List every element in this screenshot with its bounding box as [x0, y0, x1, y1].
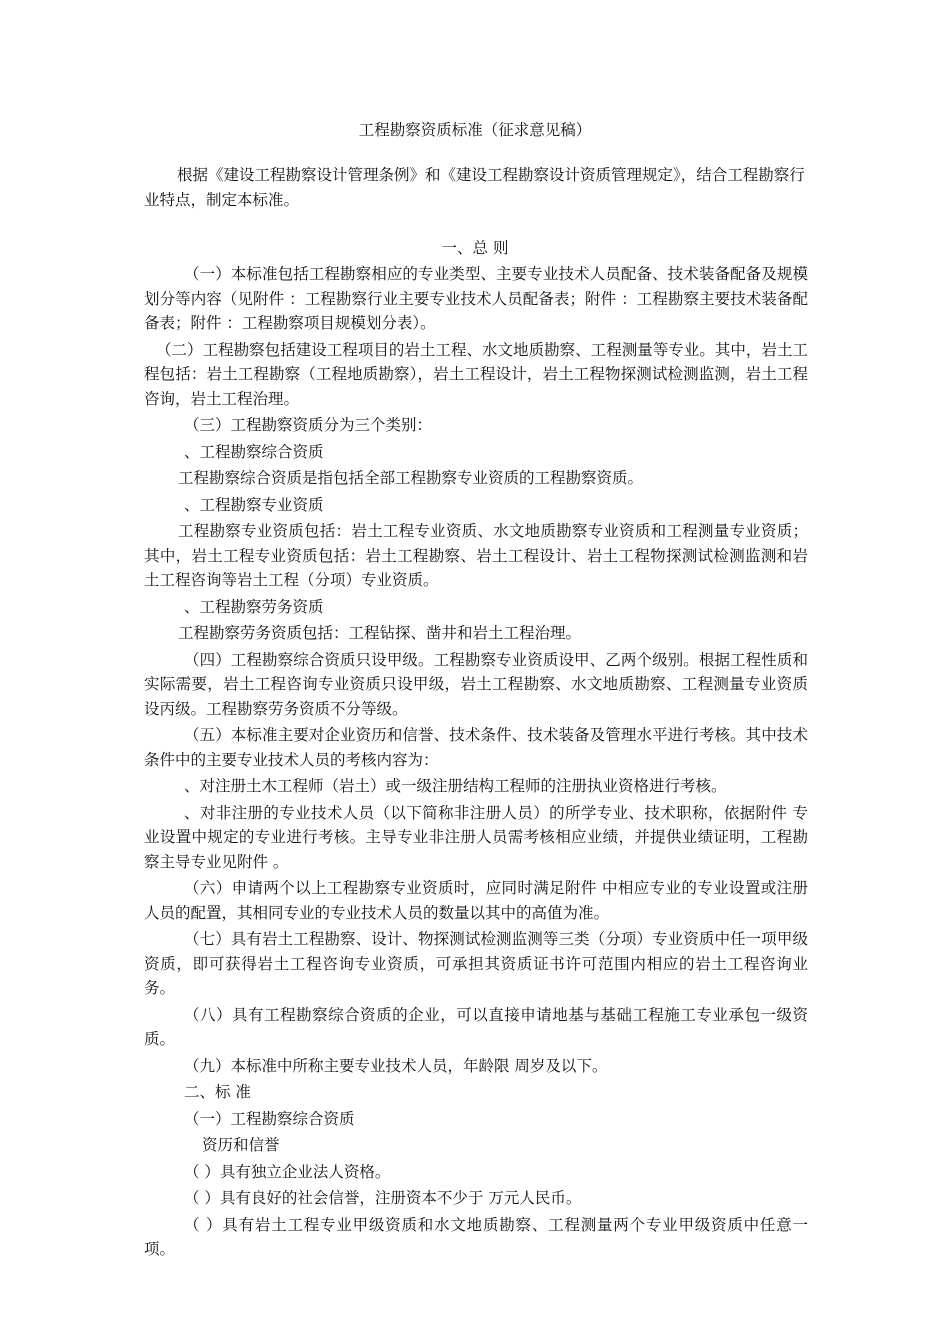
list-item-comprehensive: 、工程勘察综合资质 — [184, 442, 324, 461]
paragraph-grades: （四）工程勘察综合资质只设甲级。工程勘察专业资质设甲、乙两个级别。根据工程性质和实际需要，岩土工程咨询专业资质只设甲级，岩土工程勘察、水文地质勘察、工程测量专业资质设丙级。工程勘察劳务资质不分等级。 — [144, 650, 808, 718]
paragraph-professional-desc: 工程勘察专业资质包括：岩土工程专业资质、水文地质勘察专业资质和工程测量专业资质；其中，岩土工程专业资质包括：岩土工程勘察、岩土工程设计、岩土工程物探测试检测监测和岩土工程咨询等岩土工程（分项）专业资质。 — [144, 522, 808, 589]
paragraph-labor-desc: 工程勘察劳务资质包括：工程钻探、凿井和岩土工程治理。 — [178, 624, 582, 642]
document-body — [144, 262, 808, 1264]
requirement-grade-a: （ ）具有岩土工程专业甲级资质和水文地质勘察、工程测量两个专业甲级资质中任意一项。 — [144, 1215, 808, 1258]
paragraph-scope: （一）本标准包括工程勘察相应的专业类型、主要专业技术人员配备、技术装备配备及规模划分等内容（见附件 ：工程勘察行业主要专业技术人员配备表；附件 ：工程勘察主要技术装备配备表；附件 ：工程勘察项目规模划分表）。 — [144, 265, 808, 332]
requirement-legal-entity: （ ）具有独立企业法人资格。 — [184, 1162, 391, 1181]
paragraph-assessment: （五）本标准主要对企业资历和信誉、技术条件、技术装备及管理水平进行考核。其中技术条件中的主要专业技术人员的考核内容为： — [144, 726, 808, 769]
paragraph-comprehensive-desc: 工程勘察综合资质是指包括全部工程勘察专业资质的工程勘察资质。 — [178, 469, 644, 487]
paragraph-foundation: （八）具有工程勘察综合资质的企业，可以直接申请地基与基础工程施工专业承包一级资质。 — [144, 1005, 808, 1048]
paragraph-categories: （三）工程勘察资质分为三个类别： — [184, 416, 433, 434]
list-item-labor: 、工程勘察劳务资质 — [184, 597, 324, 616]
list-item-registered: 、对注册土木工程师（岩土）或一级注册结构工程师的注册执业资格进行考核。 — [184, 777, 727, 795]
heading-history-credit: 资历和信誉 — [202, 1136, 280, 1154]
paragraph-multiple-qualifications: （六）申请两个以上工程勘察专业资质时，应同时满足附件 中相应专业的专业设置或注册人员的配置，其相同专业的专业技术人员的数量以其中的高值为准。 — [144, 879, 808, 922]
section-heading-general: 一、总 则 — [441, 239, 509, 257]
subsection-heading-comprehensive: （一）工程勘察综合资质 — [184, 1109, 355, 1128]
document-title: 工程勘察资质标准（征求意见稿） — [358, 121, 592, 139]
paragraph-consulting: （七）具有岩土工程勘察、设计、物探测试检测监测等三类（分项）专业资质中任一项甲级资质，即可获得岩土工程咨询专业资质，可承担其资质证书许可范围内相应的岩土工程咨询业务。 — [144, 930, 808, 997]
list-item-professional: 、工程勘察专业资质 — [184, 495, 324, 514]
paragraph-specialties: （二）工程勘察包括建设工程项目的岩土工程、水文地质勘察、工程测量等专业。其中，岩土工程包括：岩土工程勘察（工程地质勘察），岩土工程设计，岩土工程物探测试检测监测，岩土工程咨询，岩土工程治理。 — [144, 340, 808, 408]
intro-paragraph: 根据《建设工程勘察设计管理条例》和《建设工程勘察设计资质管理规定》，结合工程勘察行业特点，制定本标准。 — [144, 166, 805, 209]
paragraph-age-limit: （九）本标准中所称主要专业技术人员，年龄限 周岁及以下。 — [184, 1056, 608, 1075]
section-heading-standards: 二、标 准 — [184, 1083, 251, 1101]
list-item-non-registered: 、对非注册的专业技术人员（以下简称非注册人员）的所学专业、技术职称，依据附件 专业设置中规定的专业进行考核。主导专业非注册人员需考核相应业绩，并提供业绩证明，工程勘察主导专业见附件 。 — [144, 803, 808, 871]
requirement-capital: （ ）具有良好的社会信誉，注册资本不少于 万元人民币。 — [184, 1189, 582, 1207]
